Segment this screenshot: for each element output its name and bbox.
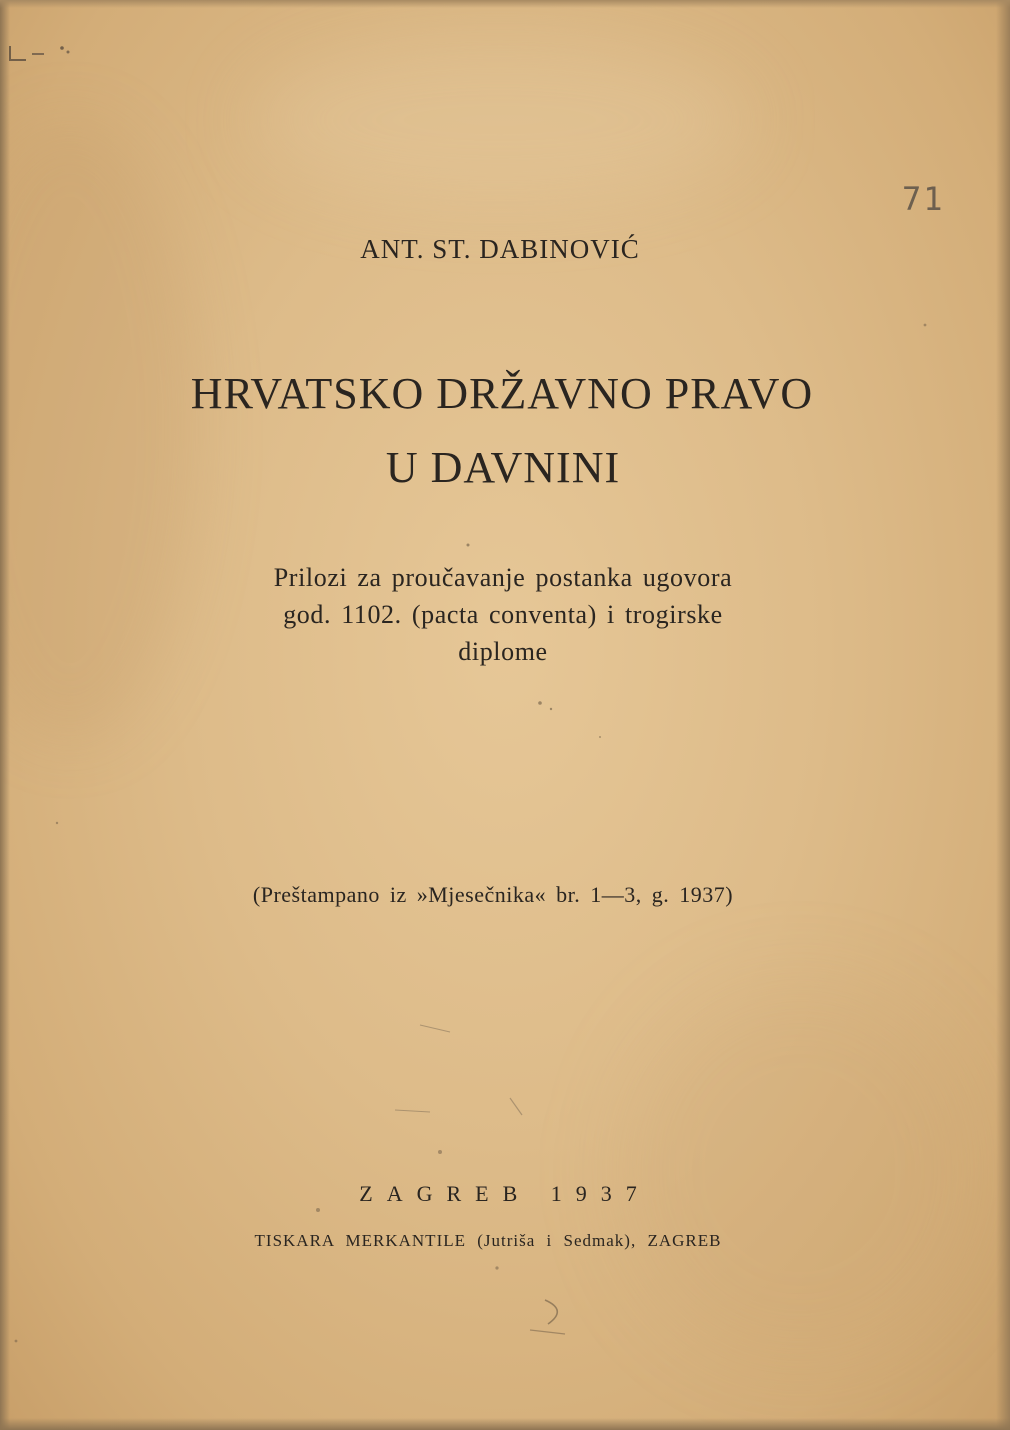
pencil-scribble-mark (4, 38, 84, 78)
title-line-2: U DAVNINI (385, 443, 621, 492)
worn-edge-bottom (0, 1418, 1010, 1430)
title-line-1: HRVATSKO DRŽAVNO PRAVO (190, 369, 814, 418)
shelf-number: 71 (902, 180, 945, 218)
author-name: ANT. ST. DABINOVIĆ (360, 234, 640, 264)
worn-edge-right (996, 0, 1010, 1430)
place-and-year: ZAGREB 1937 (359, 1181, 651, 1206)
subtitle-line-1: Prilozi za proučavanje postanka ugovora (273, 563, 733, 592)
printer-imprint: TISKARA MERKANTILE (Jutriša i Sedmak), ZAGREB (254, 1231, 722, 1250)
worn-edge-left (0, 0, 10, 1430)
paper-stain (620, 980, 980, 1360)
subtitle-line-2: god. 1102. (pacta conventa) i trogirske (283, 600, 723, 629)
subtitle-line-3: diplome (458, 637, 548, 666)
worn-edge-top (0, 0, 1010, 8)
paper-stain (250, 40, 750, 200)
reprint-note: (Preštampano iz »Mjesečnika« br. 1—3, g. 1937) (252, 882, 734, 907)
